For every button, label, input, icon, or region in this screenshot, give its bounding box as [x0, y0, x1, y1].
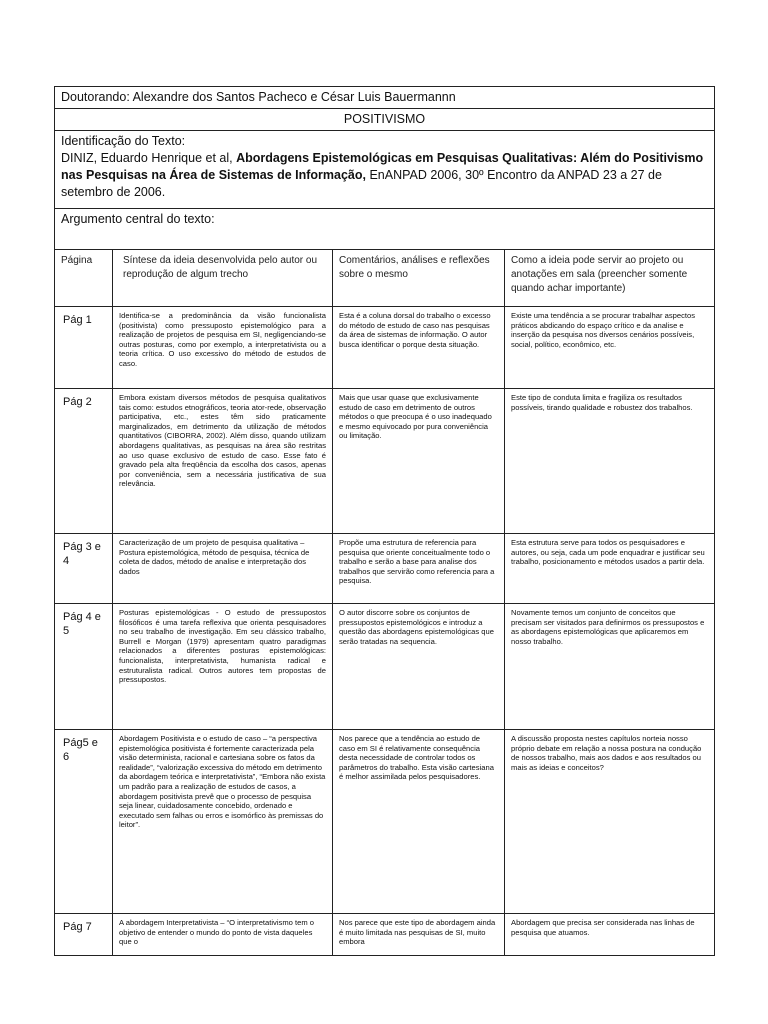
row-page: Pág 2	[55, 389, 113, 534]
row-synthesis: Identifica-se a predominância da visão funcionalista (positivista) como pressuposto epistemológico para a realização de projetos de pesquisa em SI, negligenciando-se outras posturas, como por exemplo, a interpretativista ou a teoria crítica. O uso excessivo do método de estudos de caso.	[113, 307, 333, 389]
table-row	[55, 914, 715, 956]
reading-form-table	[54, 86, 715, 956]
table-row	[55, 389, 715, 534]
row-comments: Nos parece que a tendência ao estudo de caso em SI é relativamente consequência desta necessidade de controlar todos os parâmetros do trabalho. Esta visão cartesiana é melhor assimilada pelos pesquisadores.	[333, 730, 505, 914]
document-page	[54, 86, 714, 956]
row-synthesis: Caracterização de um projeto de pesquisa qualitativa – Postura epistemológica, método de pesquisa, técnica de coleta de dados, método de analise e interpretação dos dados	[113, 534, 333, 604]
row-project: Abordagem que precisa ser considerada nas linhas de pesquisa que atuamos.	[505, 914, 715, 956]
text-identification	[55, 131, 715, 209]
reference-venue: EnANPAD 2006, 30º Encontro da ANPAD 23 a 27 de setembro de 2006.	[61, 168, 662, 199]
col-project-header: Como a ideia pode servir ao projeto ou anotações em sala (preencher somente quando achar importante)	[505, 250, 715, 307]
central-argument: Argumento central do texto:	[55, 209, 715, 250]
identification-label: Identificação do Texto:	[61, 134, 186, 148]
table-row	[55, 604, 715, 730]
row-project: Este tipo de conduta limita e fragiliza os resultados possíveis, tirando qualidade e robustez dos trabalhos.	[505, 389, 715, 534]
row-page: Pág 1	[55, 307, 113, 389]
table-row	[55, 307, 715, 389]
row-project: Esta estrutura serve para todos os pesquisadores e autores, ou seja, cada um pode enquadrar e justificar seu trabalho, posicionamento e métodos usados a partir dela.	[505, 534, 715, 604]
col-comments-header: Comentários, análises e reflexões sobre o mesmo	[333, 250, 505, 307]
reference-authors: DINIZ, Eduardo Henrique et al,	[61, 151, 237, 165]
reference	[61, 150, 708, 201]
doctorates-line: Doutorando: Alexandre dos Santos Pacheco e César Luis Bauermannn	[55, 87, 715, 109]
row-synthesis: A abordagem Interpretativista – “O interpretativismo tem o objetivo de entender o mundo do ponto de vista daqueles que o	[113, 914, 333, 956]
section-title: POSITIVISMO	[55, 109, 715, 131]
row-page: Pág5 e 6	[55, 730, 113, 914]
table-row	[55, 730, 715, 914]
table-row	[55, 534, 715, 604]
row-synthesis: Posturas epistemológicas - O estudo de pressupostos filosóficos é uma tarefa reflexiva que orienta pesquisadores no seu trabalho de investigação. Em seu clássico trabalho, Burrell e Morgan (1979) apresentam quatro paradigmas relacionados a diferentes posturas epistemológicas: funcionalista, interpretativista, humanista radical e estruturalista radical. Outros autores tem propostas de pressupostos.	[113, 604, 333, 730]
row-comments: Mais que usar quase que exclusivamente estudo de caso em detrimento de outros métodos o que preocupa é o uso inadequado e mesmo equivocado por pura conveniência ou limitação.	[333, 389, 505, 534]
row-synthesis: Abordagem Positivista e o estudo de caso – “a perspectiva epistemológica positivista é fortemente caracterizada pela visão determinista, racional e cartesiana sobre os fatos da realidade”, “valorização excessiva do método em detrimento da abordagem teórica e interpretativista”, “Embora não exista um padrão para a realização de estudos de casos, a abordagem positivista prevê que o processo de pesquisa seja linear, cuidadosamente concebido, ordenado e executado sem falhas ou erros e isomórfico às premissas do leitor”.	[113, 730, 333, 914]
row-project: A discussão proposta nestes capítulos norteia nosso próprio debate em relação a nossa postura na condução de nossos trabalho, mais aos dados e aos resultados ou mais as ideias e conceitos?	[505, 730, 715, 914]
row-comments: Esta é a coluna dorsal do trabalho o excesso do método de estudo de caso nas pesquisas da área de sistemas de informação. O autor busca identificar o porque desta situação.	[333, 307, 505, 389]
column-header-row	[55, 250, 715, 307]
col-synthesis-header: Síntese da ideia desenvolvida pelo autor ou reprodução de algum trecho	[113, 250, 333, 307]
col-page-header: Página	[55, 250, 113, 307]
row-comments: Nos parece que este tipo de abordagem ainda é muito limitada nas pesquisas de SI, muito embora	[333, 914, 505, 956]
row-comments: O autor discorre sobre os conjuntos de pressupostos epistemológicos e introduz a questão das abordagens epistemológicas que serão tratadas na sequencia.	[333, 604, 505, 730]
row-project: Existe uma tendência a se procurar trabalhar aspectos práticos abdicando do espaço crítico e da analise e inserção da pesquisa nos diversos cenários possíveis, social, político, econômico, etc.	[505, 307, 715, 389]
row-page: Pág 4 e 5	[55, 604, 113, 730]
row-page: Pág 3 e 4	[55, 534, 113, 604]
row-page: Pág 7	[55, 914, 113, 956]
row-synthesis: Embora existam diversos métodos de pesquisa qualitativos tais como: estudos etnográficos, teoria ator-rede, observação participativa, etc., estes têm sido praticamente marginalizados, em detrimento da utilização de métodos quantitativos (CIBORRA, 2002). Além disso, quando utilizam abordagens qualitativas, as pesquisas na área são restritas ao uso quase exclusivo de estudo de caso. Esse fato é gravado pela alta freqüência da escolha dos casos, apenas por conveniência, sem a necessária justificativa de sua relevância.	[113, 389, 333, 534]
row-comments: Propõe uma estrutura de referencia para pesquisa que oriente conceitualmente todo o trabalho e serão a base para analise dos trabalhos que servirão como referencia para a pesquisa.	[333, 534, 505, 604]
row-project: Novamente temos um conjunto de conceitos que precisam ser visitados para definirmos os pressupostos e as abordagens epistemológicas que aplicaremos em nosso trabalho.	[505, 604, 715, 730]
reference-title: Abordagens Epistemológicas em Pesquisas Qualitativas: Além do Positivismo nas Pesquisas na Área de Sistemas de Informação,	[61, 151, 704, 182]
